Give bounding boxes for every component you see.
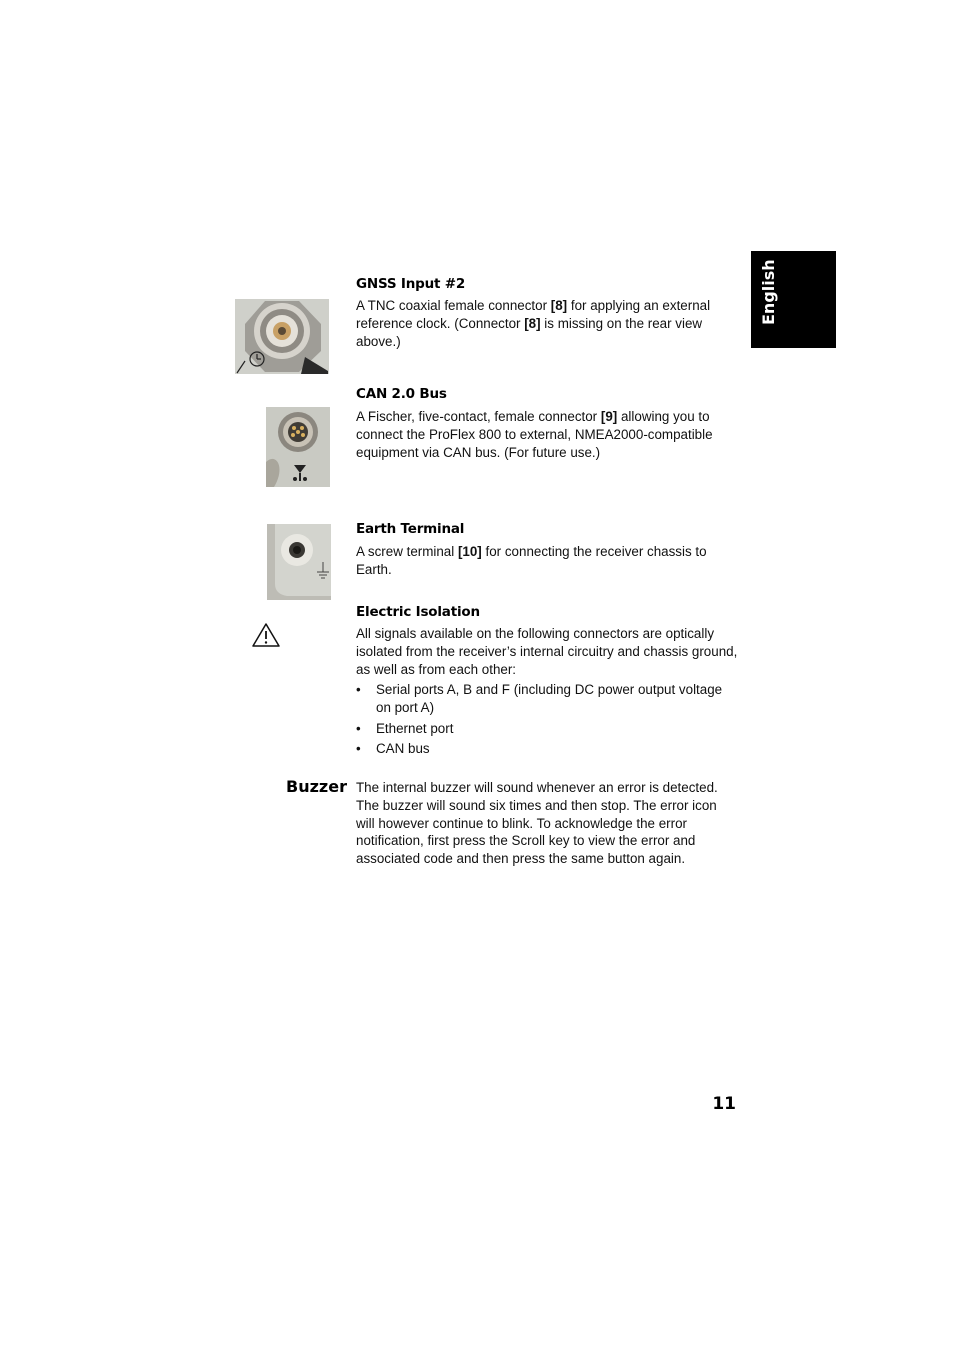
can-bus-description: A Fischer, five-contact, female connector [9] allowing you to connect the ProFlex 800 to external, NMEA2000-compatible equipment via CAN bus. (For future use.) <box>356 409 713 460</box>
tnc-connector-icon <box>235 299 329 374</box>
isolated-connectors-list <box>356 681 738 761</box>
earth-terminal-heading: Earth Terminal <box>356 521 465 537</box>
language-tab-label: English <box>759 259 778 325</box>
can-connector-photo <box>266 407 330 487</box>
can-bus-heading: CAN 2.0 Bus <box>356 386 447 402</box>
gnss-input-heading: GNSS Input #2 <box>356 276 466 292</box>
list-item: • CAN bus <box>356 740 738 758</box>
language-tab <box>751 251 836 348</box>
list-item: • Serial ports A, B and F (including DC power output voltage on port A) <box>356 681 738 717</box>
earth-terminal-description: A screw terminal [10] for connecting the receiver chassis to Earth. <box>356 544 707 577</box>
buzzer-description: The internal buzzer will sound whenever an error is detected. The buzzer will sound six times and then stop. The error icon will however continue to blink. To acknowledge the error notification, first press the Scroll key to view the error and associated code and then press the same button again. <box>356 780 718 867</box>
can-connector-icon <box>266 407 330 487</box>
list-item: • Ethernet port <box>356 720 738 738</box>
page-number: 11 <box>712 1094 736 1114</box>
electric-isolation-intro: All signals available on the following connectors are optically isolated from the receiver’s internal circuitry and chassis ground, as well as from each other: <box>356 626 738 677</box>
earth-terminal-photo <box>267 524 331 600</box>
warning-icon <box>252 622 280 648</box>
gnss-input-description: A TNC coaxial female connector [8] for applying an external reference clock. (Connector [8] is missing on the rear view above.) <box>356 298 711 349</box>
buzzer-heading: Buzzer <box>286 777 347 796</box>
electric-isolation-heading: Electric Isolation <box>356 604 480 620</box>
tnc-connector-photo <box>235 299 329 374</box>
earth-terminal-icon <box>267 524 331 600</box>
